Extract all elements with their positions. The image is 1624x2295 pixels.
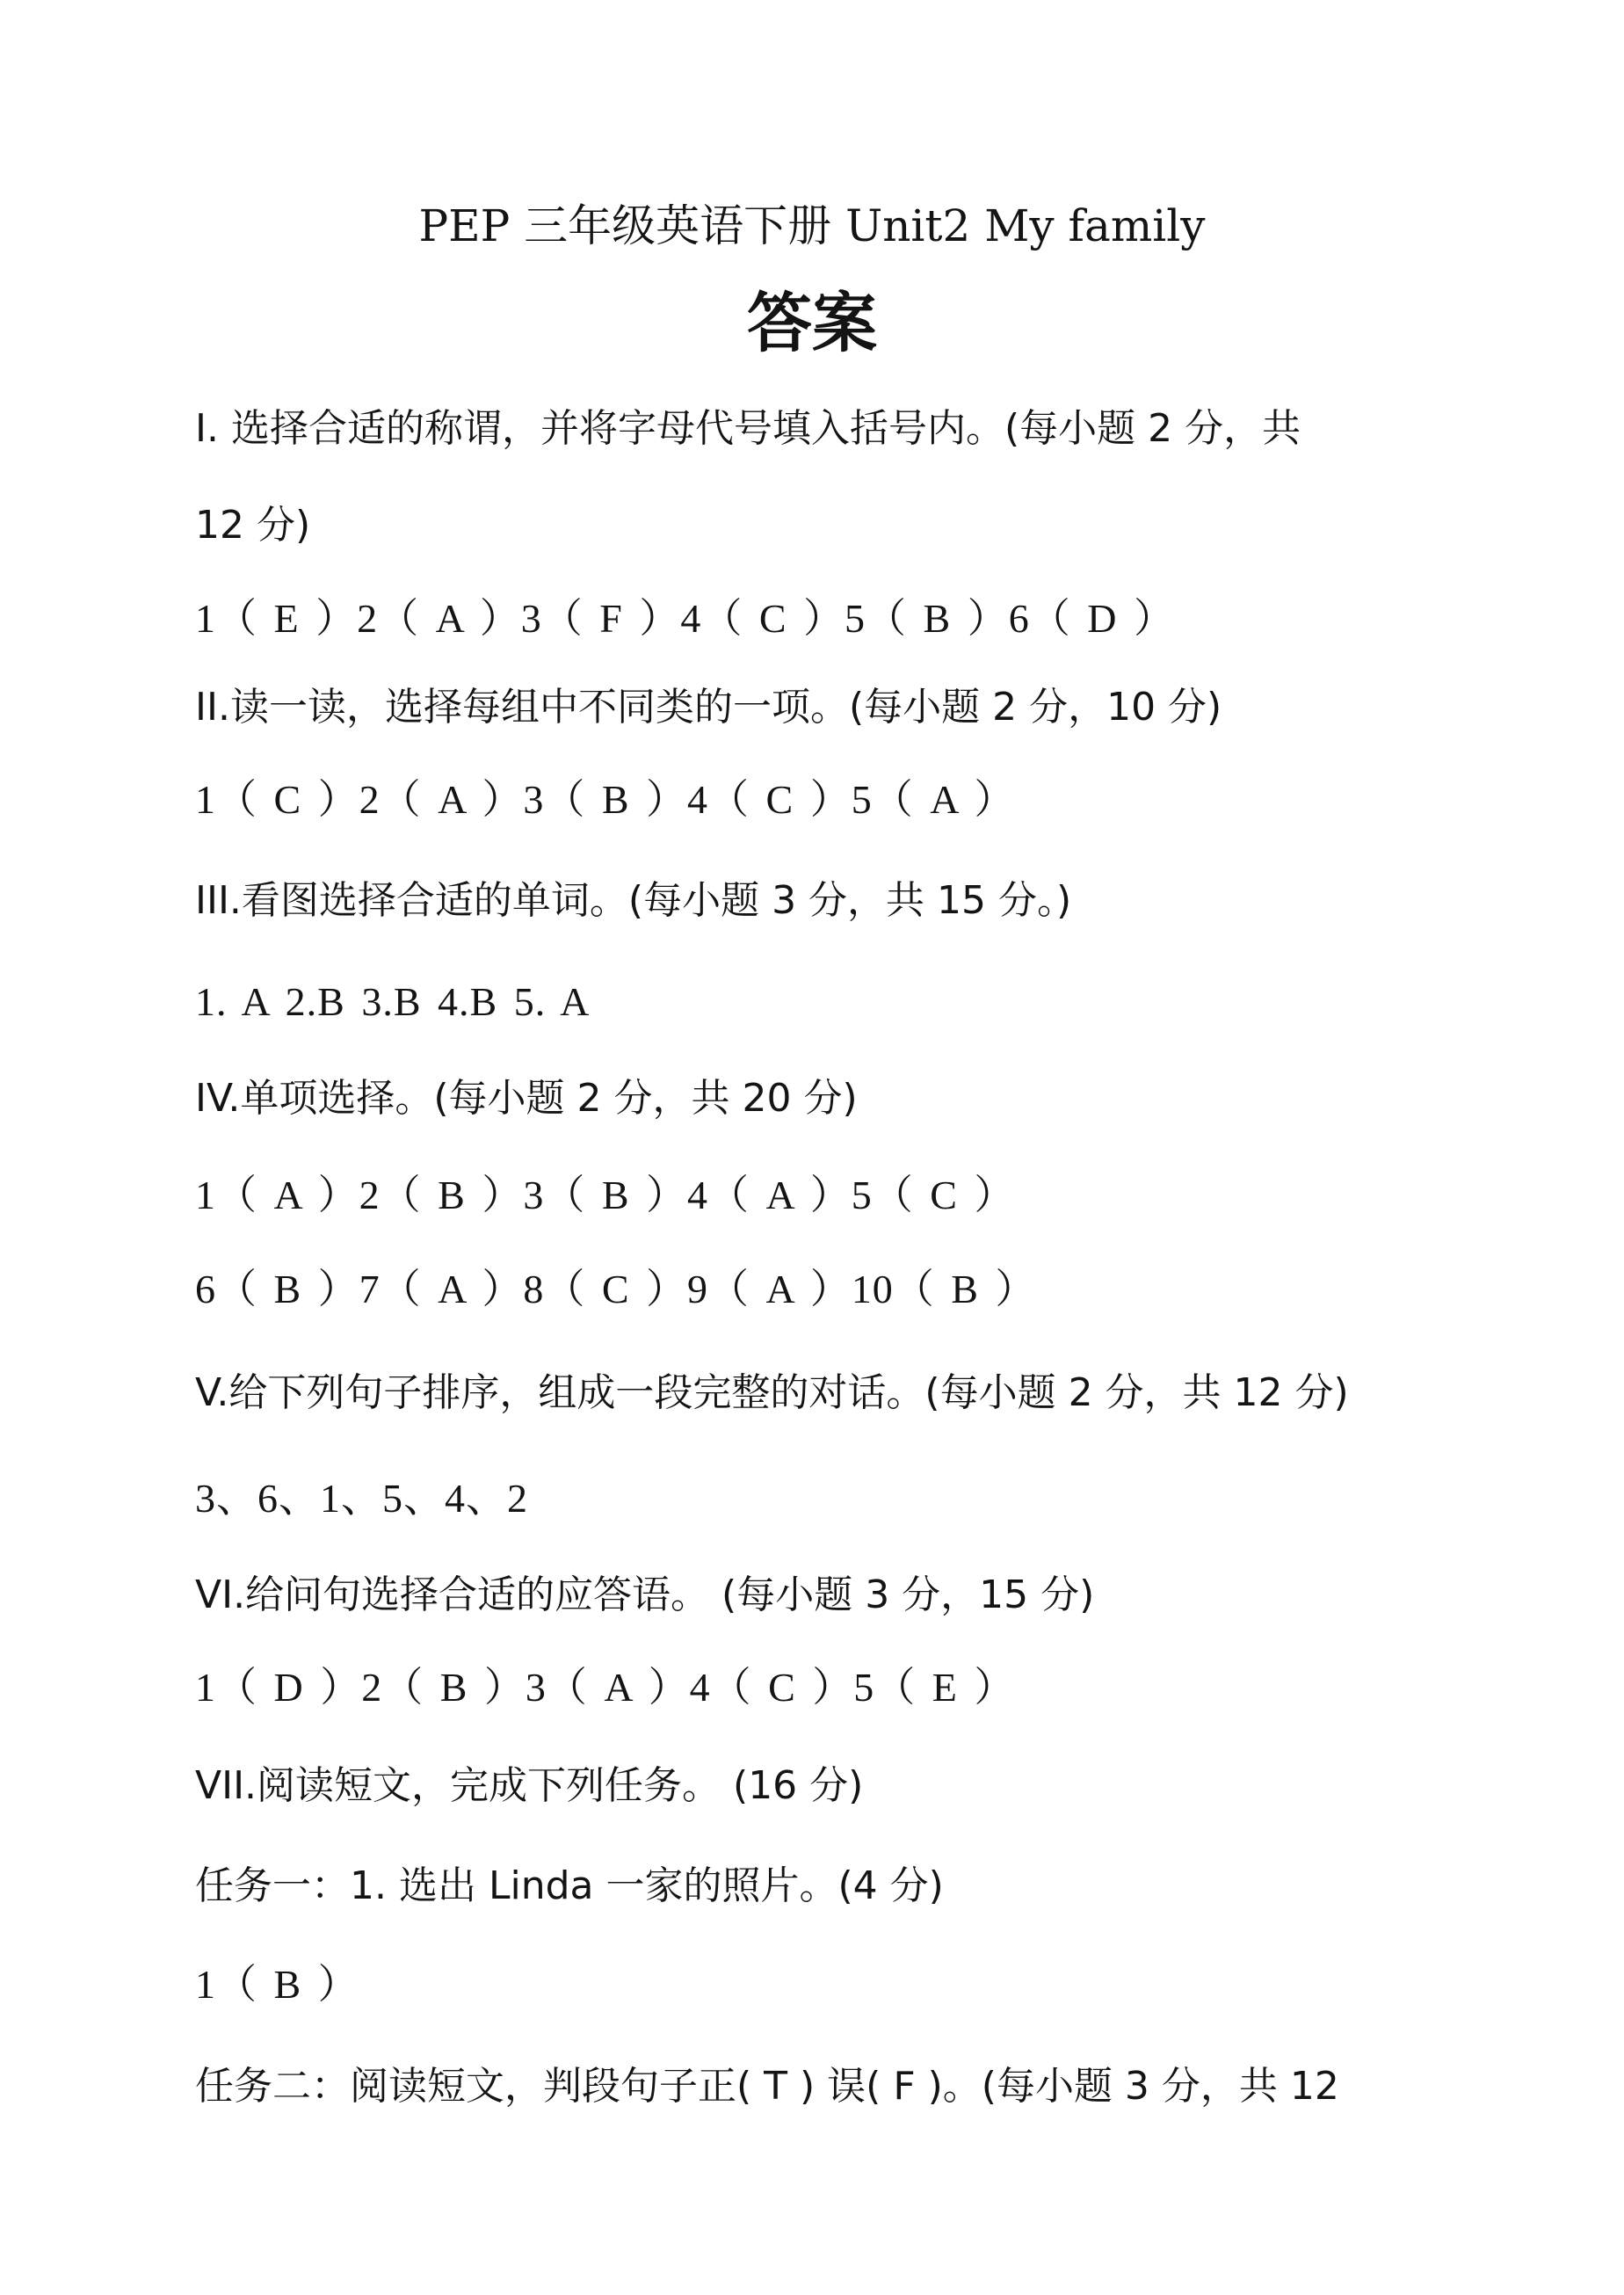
section-1-heading-continued: 12 分) (195, 503, 311, 548)
section-6-answers: 1（ D ）2（ B ）3（ A ）4（ C ）5（ E ） (195, 1665, 1016, 1710)
section-2-heading: II.读一读，选择每组中不同类的一项。(每小题 2 分，10 分) (195, 685, 1222, 730)
section-1-heading: I. 选择合适的称谓，并将字母代号填入括号内。(每小题 2 分，共 (195, 406, 1301, 451)
section-7-task-2: 任务二：阅读短文，判段句子正( T ) 误( F )。(每小题 3 分，共 12 (195, 2064, 1339, 2109)
section-2-answers: 1（ C ）2（ A ）3（ B ）4（ C ）5（ A ） (195, 777, 1016, 822)
document-title: PEP 三年级英语下册 Unit2 My family (418, 200, 1206, 251)
section-7-task-1: 任务一：1. 选出 Linda 一家的照片。(4 分) (195, 1863, 944, 1908)
section-4-answers-row-2: 6（ B ）7（ A ）8（ C ）9（ A ）10（ B ） (195, 1267, 1037, 1311)
section-5-heading: V.给下列句子排序，组成一段完整的对话。(每小题 2 分，共 12 分) (195, 1370, 1349, 1415)
section-7-task-1-answer: 1（ B ） (195, 1962, 359, 2007)
section-4-heading: IV.单项选择。(每小题 2 分，共 20 分) (195, 1076, 858, 1121)
section-4-answers-row-1: 1（ A ）2（ B ）3（ B ）4（ A ）5（ C ） (195, 1173, 1016, 1217)
section-3-answers: 1. A 2.B 3.B 4.B 5. A (195, 979, 591, 1024)
section-6-heading: VI.给问句选择合适的应答语。 (每小题 3 分，15 分) (195, 1572, 1095, 1617)
section-7-heading: VII.阅读短文，完成下列任务。 (16 分) (195, 1763, 864, 1808)
section-3-heading: III.看图选择合适的单词。(每小题 3 分，共 15 分。) (195, 878, 1072, 923)
document-subtitle: 答案 (747, 286, 877, 361)
section-5-answers: 3、6、1、5、4、2 (195, 1476, 528, 1521)
section-1-answers: 1（ E ）2（ A ）3（ F ）4（ C ）5（ B ）6（ D ） (195, 596, 1175, 641)
